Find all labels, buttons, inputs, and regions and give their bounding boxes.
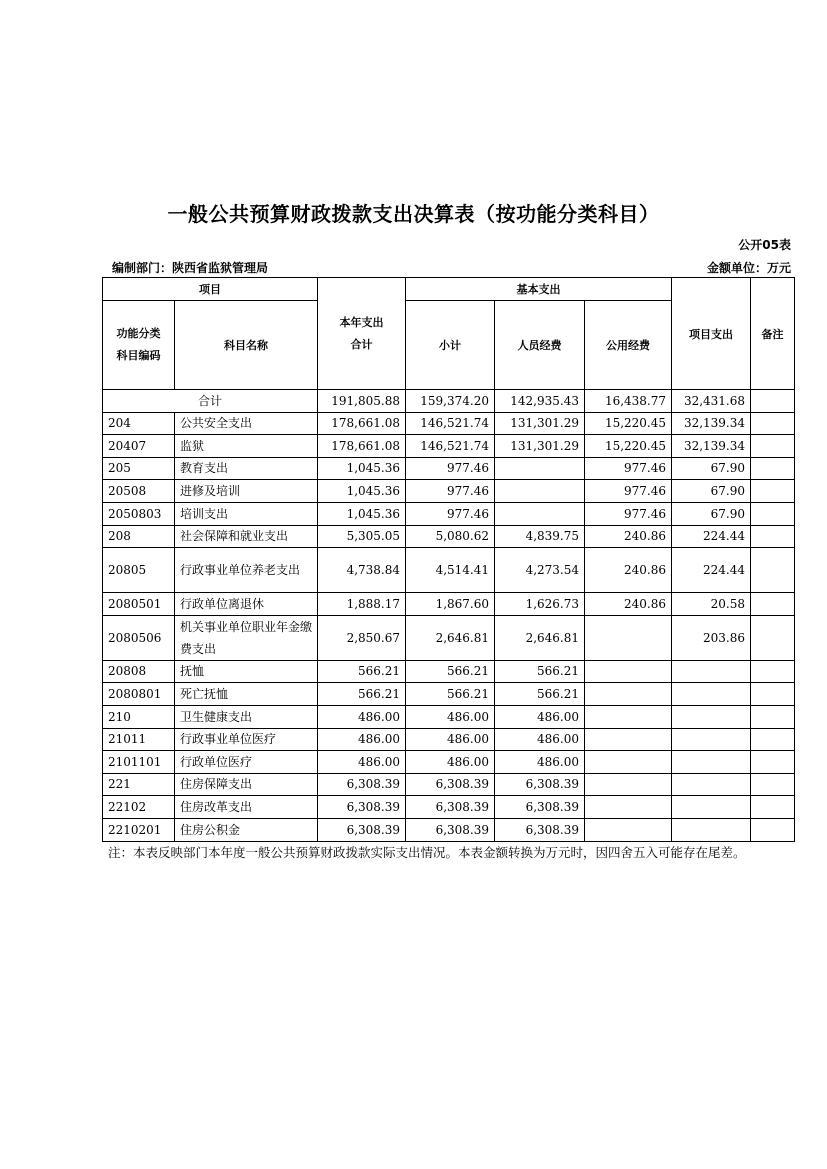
cell-public: 15,220.45 bbox=[585, 412, 672, 435]
cell-code: 204 bbox=[103, 412, 175, 435]
cell-public bbox=[585, 615, 672, 660]
cell-year-total: 6,308.39 bbox=[318, 818, 406, 841]
cell-code: 2080506 bbox=[103, 615, 175, 660]
cell-personnel: 6,308.39 bbox=[495, 796, 585, 819]
cell-year-total: 1,045.36 bbox=[318, 457, 406, 480]
cell-project: 224.44 bbox=[672, 525, 751, 548]
cell-subtotal: 2,646.81 bbox=[406, 615, 495, 660]
cell-code: 20808 bbox=[103, 660, 175, 683]
cell-project bbox=[672, 705, 751, 728]
cell-personnel: 486.00 bbox=[495, 751, 585, 774]
cell-public: 15,220.45 bbox=[585, 435, 672, 458]
table-row bbox=[103, 593, 795, 616]
cell-subtotal: 486.00 bbox=[406, 705, 495, 728]
cell-code: 20805 bbox=[103, 548, 175, 593]
cell-public bbox=[585, 683, 672, 706]
cell-year-total: 566.21 bbox=[318, 660, 406, 683]
cell-subtotal: 5,080.62 bbox=[406, 525, 495, 548]
cell-personnel: 1,626.73 bbox=[495, 593, 585, 616]
cell-project: 32,139.34 bbox=[672, 412, 751, 435]
cell-subtotal: 6,308.39 bbox=[406, 796, 495, 819]
cell-code: 2101101 bbox=[103, 751, 175, 774]
cell-public bbox=[585, 660, 672, 683]
cell-project bbox=[672, 796, 751, 819]
cell-name: 卫生健康支出 bbox=[175, 705, 318, 728]
table-header bbox=[103, 278, 795, 390]
cell-name: 教育支出 bbox=[175, 457, 318, 480]
cell-year-total: 178,661.08 bbox=[318, 412, 406, 435]
cell-remark bbox=[751, 593, 795, 616]
table-row bbox=[103, 751, 795, 774]
header-basic: 基本支出 bbox=[406, 278, 672, 301]
cell-subtotal: 977.46 bbox=[406, 457, 495, 480]
cell-name: 行政事业单位养老支出 bbox=[175, 548, 318, 593]
table-body bbox=[103, 390, 795, 842]
cell-year-total: 1,045.36 bbox=[318, 480, 406, 503]
cell-personnel: 131,301.29 bbox=[495, 435, 585, 458]
cell-subtotal: 977.46 bbox=[406, 480, 495, 503]
cell-project bbox=[672, 773, 751, 796]
cell-subtotal: 566.21 bbox=[406, 660, 495, 683]
cell-subtotal: 146,521.74 bbox=[406, 435, 495, 458]
total-subtotal: 159,374.20 bbox=[406, 390, 495, 413]
cell-code: 2210201 bbox=[103, 818, 175, 841]
cell-subtotal: 6,308.39 bbox=[406, 773, 495, 796]
header-subject-name: 科目名称 bbox=[175, 301, 318, 390]
cell-name: 住房公积金 bbox=[175, 818, 318, 841]
cell-subtotal: 486.00 bbox=[406, 728, 495, 751]
table-row bbox=[103, 435, 795, 458]
cell-remark bbox=[751, 683, 795, 706]
table-row bbox=[103, 525, 795, 548]
cell-subtotal: 4,514.41 bbox=[406, 548, 495, 593]
cell-personnel: 4,839.75 bbox=[495, 525, 585, 548]
table-row bbox=[103, 480, 795, 503]
cell-subtotal: 977.46 bbox=[406, 502, 495, 525]
header-remark: 备注 bbox=[751, 278, 795, 390]
cell-name: 住房保障支出 bbox=[175, 773, 318, 796]
cell-project bbox=[672, 728, 751, 751]
cell-year-total: 4,738.84 bbox=[318, 548, 406, 593]
cell-year-total: 1,045.36 bbox=[318, 502, 406, 525]
cell-public: 977.46 bbox=[585, 457, 672, 480]
cell-remark bbox=[751, 525, 795, 548]
header-subtotal: 小计 bbox=[406, 301, 495, 390]
cell-code: 2050803 bbox=[103, 502, 175, 525]
page-title: 一般公共预算财政拨款支出决算表（按功能分类科目） bbox=[167, 202, 660, 226]
cell-year-total: 5,305.05 bbox=[318, 525, 406, 548]
header-year-total bbox=[318, 278, 406, 390]
cell-subtotal: 146,521.74 bbox=[406, 412, 495, 435]
table-row bbox=[103, 796, 795, 819]
cell-public: 240.86 bbox=[585, 548, 672, 593]
cell-year-total: 178,661.08 bbox=[318, 435, 406, 458]
cell-name: 监狱 bbox=[175, 435, 318, 458]
cell-remark bbox=[751, 818, 795, 841]
cell-personnel bbox=[495, 480, 585, 503]
form-number: 公开05表 bbox=[738, 238, 791, 252]
cell-public: 977.46 bbox=[585, 502, 672, 525]
cell-remark bbox=[751, 796, 795, 819]
header-func-code-line2: 科目编码 bbox=[116, 349, 161, 362]
cell-code: 2080501 bbox=[103, 593, 175, 616]
cell-year-total: 2,850.67 bbox=[318, 615, 406, 660]
cell-public bbox=[585, 818, 672, 841]
cell-personnel: 131,301.29 bbox=[495, 412, 585, 435]
department-label: 编制部门：陕西省监狱管理局 bbox=[112, 261, 269, 275]
total-year-total: 191,805.88 bbox=[318, 390, 406, 413]
table-row bbox=[103, 660, 795, 683]
cell-code: 205 bbox=[103, 457, 175, 480]
cell-personnel: 4,273.54 bbox=[495, 548, 585, 593]
total-project: 32,431.68 bbox=[672, 390, 751, 413]
cell-project: 32,139.34 bbox=[672, 435, 751, 458]
cell-personnel: 6,308.39 bbox=[495, 818, 585, 841]
header-personnel: 人员经费 bbox=[495, 301, 585, 390]
cell-code: 22102 bbox=[103, 796, 175, 819]
cell-code: 21011 bbox=[103, 728, 175, 751]
table-row bbox=[103, 818, 795, 841]
table-row bbox=[103, 457, 795, 480]
cell-name: 死亡抚恤 bbox=[175, 683, 318, 706]
header-year-total-line1: 本年支出 bbox=[339, 315, 384, 329]
cell-project: 224.44 bbox=[672, 548, 751, 593]
cell-project: 67.90 bbox=[672, 502, 751, 525]
header-year-total-line2: 合计 bbox=[350, 337, 373, 351]
cell-year-total: 566.21 bbox=[318, 683, 406, 706]
cell-remark bbox=[751, 412, 795, 435]
cell-year-total: 486.00 bbox=[318, 705, 406, 728]
cell-personnel: 566.21 bbox=[495, 660, 585, 683]
cell-name: 培训支出 bbox=[175, 502, 318, 525]
table-row bbox=[103, 728, 795, 751]
cell-subtotal: 1,867.60 bbox=[406, 593, 495, 616]
cell-project bbox=[672, 818, 751, 841]
cell-remark bbox=[751, 502, 795, 525]
cell-project: 67.90 bbox=[672, 480, 751, 503]
cell-code: 2080801 bbox=[103, 683, 175, 706]
cell-personnel bbox=[495, 502, 585, 525]
cell-personnel: 486.00 bbox=[495, 705, 585, 728]
cell-personnel: 6,308.39 bbox=[495, 773, 585, 796]
cell-project bbox=[672, 683, 751, 706]
cell-remark bbox=[751, 435, 795, 458]
cell-code: 20508 bbox=[103, 480, 175, 503]
table-row bbox=[103, 502, 795, 525]
cell-personnel: 2,646.81 bbox=[495, 615, 585, 660]
cell-year-total: 486.00 bbox=[318, 751, 406, 774]
cell-code: 20407 bbox=[103, 435, 175, 458]
cell-code: 221 bbox=[103, 773, 175, 796]
cell-year-total: 6,308.39 bbox=[318, 773, 406, 796]
cell-name: 住房改革支出 bbox=[175, 796, 318, 819]
cell-year-total: 1,888.17 bbox=[318, 593, 406, 616]
cell-public bbox=[585, 728, 672, 751]
cell-remark bbox=[751, 660, 795, 683]
cell-subtotal: 486.00 bbox=[406, 751, 495, 774]
cell-name: 社会保障和就业支出 bbox=[175, 525, 318, 548]
cell-subtotal: 6,308.39 bbox=[406, 818, 495, 841]
cell-personnel: 486.00 bbox=[495, 728, 585, 751]
table-row bbox=[103, 705, 795, 728]
header-project: 项目支出 bbox=[672, 278, 751, 390]
cell-name: 行政单位医疗 bbox=[175, 751, 318, 774]
cell-public bbox=[585, 751, 672, 774]
table-row bbox=[103, 548, 795, 593]
table-row bbox=[103, 773, 795, 796]
cell-project: 67.90 bbox=[672, 457, 751, 480]
header-item: 项目 bbox=[103, 278, 318, 301]
footnote: 注：本表反映部门本年度一般公共预算财政拨款实际支出情况。本表金额转换为万元时，因四舍五入可能存在尾差。 bbox=[108, 845, 746, 860]
cell-year-total: 486.00 bbox=[318, 728, 406, 751]
total-personnel: 142,935.43 bbox=[495, 390, 585, 413]
cell-project bbox=[672, 660, 751, 683]
total-label: 合计 bbox=[103, 390, 318, 413]
cell-remark bbox=[751, 615, 795, 660]
total-row bbox=[103, 390, 795, 413]
cell-year-total: 6,308.39 bbox=[318, 796, 406, 819]
cell-remark bbox=[751, 728, 795, 751]
cell-remark bbox=[751, 457, 795, 480]
cell-code: 208 bbox=[103, 525, 175, 548]
cell-project: 203.86 bbox=[672, 615, 751, 660]
expenditure-table bbox=[102, 277, 795, 842]
cell-code: 210 bbox=[103, 705, 175, 728]
cell-remark bbox=[751, 751, 795, 774]
cell-personnel: 566.21 bbox=[495, 683, 585, 706]
table-row bbox=[103, 615, 795, 660]
cell-public bbox=[585, 705, 672, 728]
header-public: 公用经费 bbox=[585, 301, 672, 390]
cell-public: 240.86 bbox=[585, 525, 672, 548]
cell-remark bbox=[751, 480, 795, 503]
cell-public bbox=[585, 773, 672, 796]
table-row bbox=[103, 683, 795, 706]
cell-remark bbox=[751, 548, 795, 593]
total-public: 16,438.77 bbox=[585, 390, 672, 413]
cell-project: 20.58 bbox=[672, 593, 751, 616]
table-row bbox=[103, 412, 795, 435]
cell-name: 公共安全支出 bbox=[175, 412, 318, 435]
cell-public: 977.46 bbox=[585, 480, 672, 503]
cell-name: 机关事业单位职业年金缴费支出 bbox=[175, 615, 318, 660]
header-func-code bbox=[103, 301, 175, 390]
header-func-code-line1: 功能分类 bbox=[116, 327, 161, 340]
cell-name: 行政单位离退休 bbox=[175, 593, 318, 616]
total-remark bbox=[751, 390, 795, 413]
cell-name: 抚恤 bbox=[175, 660, 318, 683]
cell-public: 240.86 bbox=[585, 593, 672, 616]
cell-project bbox=[672, 751, 751, 774]
amount-unit-label: 金额单位：万元 bbox=[706, 261, 791, 275]
cell-remark bbox=[751, 773, 795, 796]
cell-name: 进修及培训 bbox=[175, 480, 318, 503]
cell-personnel bbox=[495, 457, 585, 480]
cell-public bbox=[585, 796, 672, 819]
cell-remark bbox=[751, 705, 795, 728]
cell-subtotal: 566.21 bbox=[406, 683, 495, 706]
cell-name: 行政事业单位医疗 bbox=[175, 728, 318, 751]
